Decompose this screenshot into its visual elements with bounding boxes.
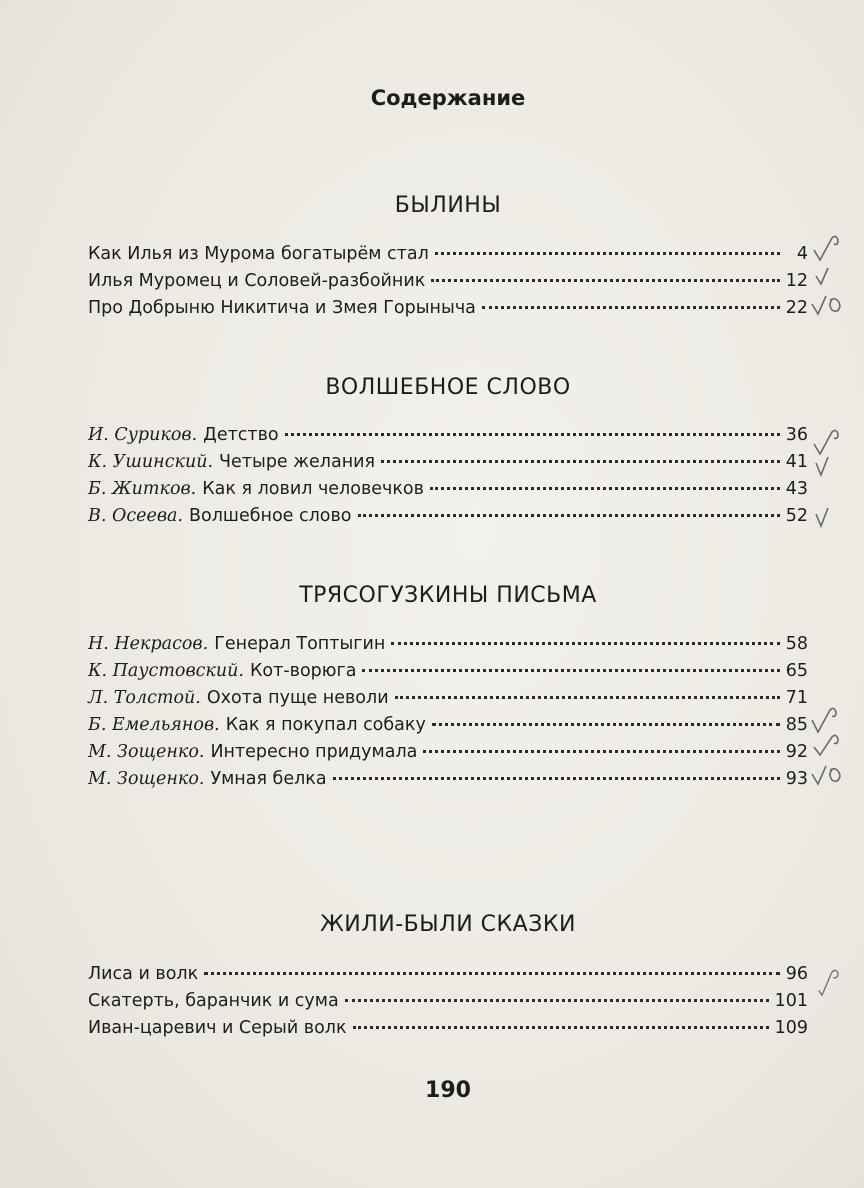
- entry-title: Скатерть, баранчик и сума: [88, 991, 339, 1011]
- section-heading: ТРЯСОГУЗКИНЫ ПИСЬМА: [299, 583, 597, 608]
- dot-leader: [435, 252, 780, 255]
- pencil-checkmark-icon: [810, 760, 846, 792]
- entry-page: 43: [785, 479, 808, 499]
- entry-title: Детство: [203, 425, 279, 445]
- dot-leader: [431, 279, 779, 282]
- toc-entry[interactable]: [88, 715, 808, 742]
- section-heading: БЫЛИНЫ: [394, 193, 502, 218]
- toc-entry[interactable]: [88, 742, 808, 769]
- dot-leader: [285, 433, 780, 436]
- entry-title: Как я ловил человечков: [202, 479, 424, 499]
- entry-author: К. Паустовский.: [88, 661, 244, 681]
- entry-title: Четыре желания: [219, 452, 376, 472]
- toc-title: Содержание: [370, 86, 526, 110]
- toc-entry[interactable]: [88, 271, 808, 298]
- entry-page: 58: [785, 634, 808, 654]
- dot-leader: [358, 514, 780, 517]
- entry-title: Охота пуще неволи: [206, 688, 389, 708]
- pencil-checkmark-icon: [810, 290, 846, 322]
- entry-author: М. Зощенко.: [88, 769, 205, 789]
- dot-leader: [353, 1026, 769, 1029]
- dot-leader: [345, 999, 769, 1002]
- toc-entry[interactable]: [88, 298, 808, 325]
- dot-leader: [362, 669, 779, 672]
- entry-title: Умная белка: [210, 769, 327, 789]
- toc-entry[interactable]: [88, 634, 808, 661]
- dot-leader: [204, 972, 780, 975]
- entry-page: 65: [785, 661, 808, 681]
- entry-page: 52: [785, 506, 808, 526]
- toc-entry[interactable]: [88, 1018, 808, 1045]
- toc-entry[interactable]: [88, 769, 808, 796]
- toc-entry[interactable]: [88, 661, 808, 688]
- entry-title: Как Илья из Мурома богатырём стал: [88, 244, 429, 264]
- entry-page: 96: [785, 964, 808, 984]
- toc-entry[interactable]: [88, 479, 808, 506]
- entry-title: Лиса и волк: [88, 964, 199, 984]
- dot-leader: [395, 696, 780, 699]
- table-of-contents: [88, 0, 808, 1188]
- entry-page: 22: [785, 298, 808, 318]
- entry-page: 101: [774, 991, 808, 1011]
- toc-entry[interactable]: [88, 991, 808, 1018]
- section-heading: ЖИЛИ-БЫЛИ СКАЗКИ: [320, 912, 576, 937]
- toc-entry[interactable]: [88, 425, 808, 452]
- entry-title: Про Добрыню Никитича и Змея Горыныча: [88, 298, 476, 318]
- dot-leader: [423, 750, 779, 753]
- entry-page: 93: [785, 769, 808, 789]
- entry-page: 41: [785, 452, 808, 472]
- dot-leader: [381, 460, 780, 463]
- pencil-checkmark-icon: [812, 455, 848, 487]
- entry-author: М. Зощенко.: [88, 742, 205, 762]
- section-heading: ВОЛШЕБНОЕ СЛОВО: [325, 375, 571, 400]
- entry-page: 4: [796, 244, 808, 264]
- pencil-checkmark-icon: [812, 504, 848, 536]
- entry-title: Генерал Топтыгин: [214, 634, 386, 654]
- entry-title: Как я покупал собаку: [225, 715, 426, 735]
- entry-page: 12: [785, 271, 808, 291]
- dot-leader: [333, 777, 780, 780]
- toc-entry[interactable]: [88, 506, 808, 533]
- section-entries: [88, 425, 808, 533]
- entry-author: В. Осеева.: [88, 506, 184, 526]
- entry-page: 109: [774, 1018, 808, 1038]
- toc-entry[interactable]: [88, 964, 808, 991]
- entry-author: Л. Толстой.: [88, 688, 201, 708]
- section-entries: [88, 244, 808, 325]
- page-number: 190: [425, 1078, 471, 1103]
- section-entries: [88, 964, 808, 1045]
- entry-page: 36: [785, 425, 808, 445]
- entry-title: Иван-царевич и Серый волк: [88, 1018, 347, 1038]
- dot-leader: [482, 306, 780, 309]
- section-entries: [88, 634, 808, 796]
- entry-page: 71: [785, 688, 808, 708]
- entry-title: Илья Муромец и Соловей-разбойник: [88, 271, 426, 291]
- dot-leader: [430, 487, 780, 490]
- dot-leader: [391, 642, 779, 645]
- entry-page: 92: [785, 742, 808, 762]
- entry-author: Б. Житков.: [88, 479, 197, 499]
- toc-entry[interactable]: [88, 688, 808, 715]
- pencil-checkmark-icon: [812, 968, 848, 1000]
- toc-entry[interactable]: [88, 244, 808, 271]
- entry-author: И. Суриков.: [88, 425, 198, 445]
- entry-title: Волшебное слово: [189, 506, 352, 526]
- entry-author: Н. Некрасов.: [88, 634, 209, 654]
- entry-page: 85: [785, 715, 808, 735]
- entry-author: Б. Емельянов.: [88, 715, 220, 735]
- entry-title: Кот-ворюга: [250, 661, 357, 681]
- toc-entry[interactable]: [88, 452, 808, 479]
- entry-title: Интересно придумала: [210, 742, 418, 762]
- entry-author: К. Ушинский.: [88, 452, 214, 472]
- dot-leader: [432, 723, 780, 726]
